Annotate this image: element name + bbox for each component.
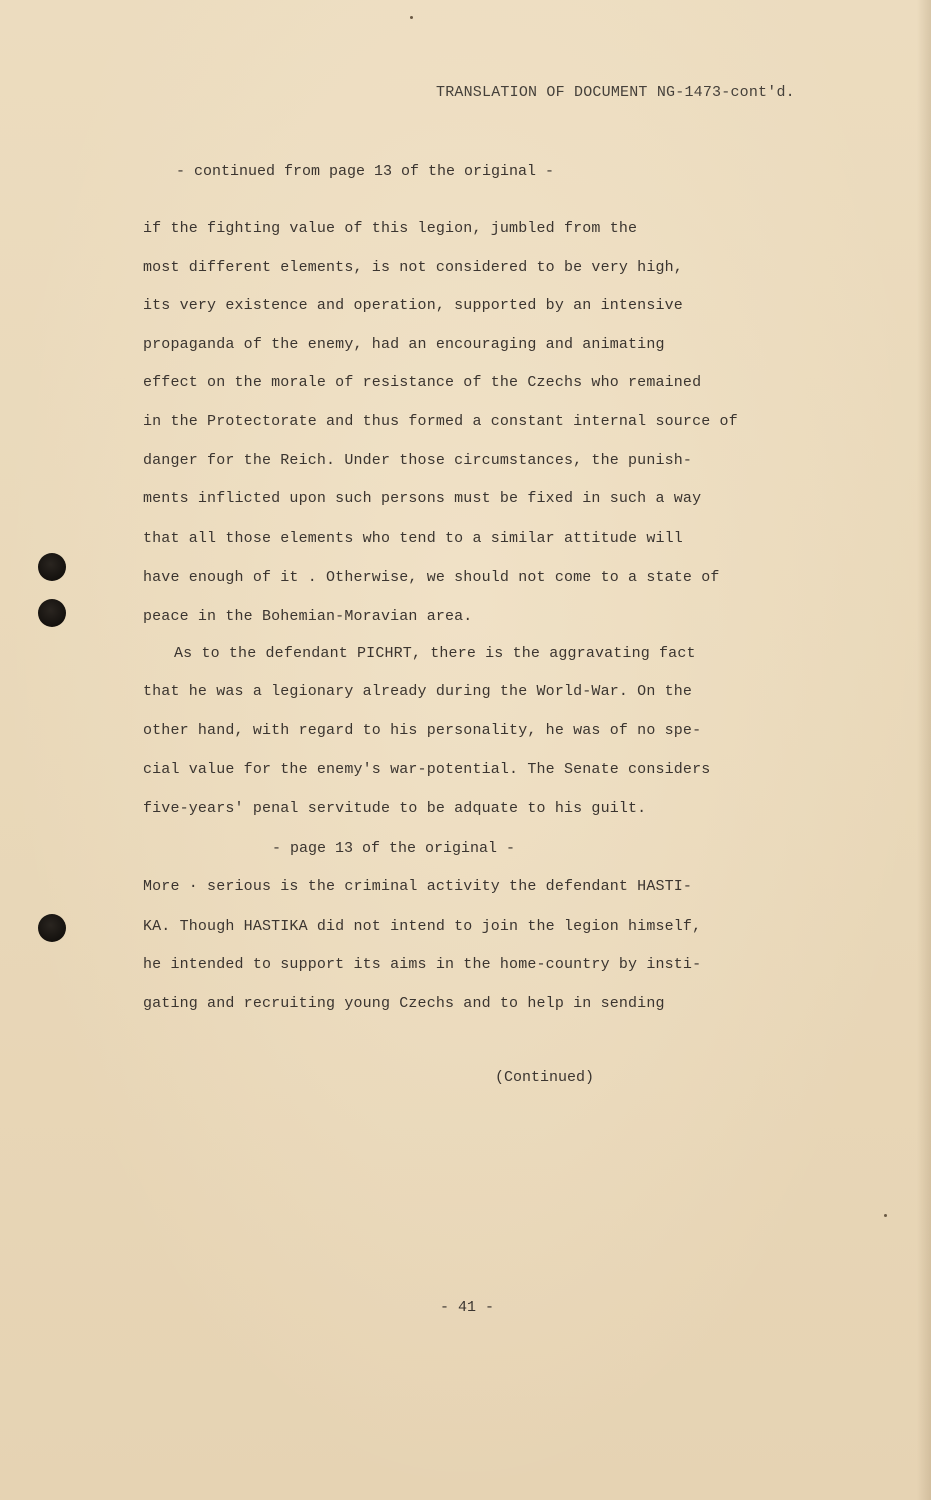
- paper-speck: [410, 16, 413, 19]
- page-number: - 41 -: [440, 1299, 495, 1316]
- text-line: effect on the morale of resistance of the Czechs who remained: [143, 374, 702, 391]
- continued-note: (Continued): [495, 1069, 595, 1086]
- page-marker: - page 13 of the original -: [272, 840, 516, 857]
- text-line: in the Protectorate and thus formed a constant internal source of: [143, 413, 738, 430]
- text-line: other hand, with regard to his personality, he was of no spe-: [143, 722, 702, 739]
- text-line: KA. Though HASTIKA did not intend to join the legion himself,: [143, 918, 702, 935]
- text-line: five-years' penal servitude to be adquate to his guilt.: [143, 800, 647, 817]
- continued-from-line: - continued from page 13 of the original -: [176, 163, 555, 180]
- text-line: most different elements, is not considered to be very high,: [143, 259, 683, 276]
- text-line: As to the defendant PICHRT, there is the aggravating fact: [174, 645, 696, 662]
- paper-speck: [884, 1214, 887, 1217]
- text-line: gating and recruiting young Czechs and to help in sending: [143, 995, 665, 1012]
- punch-hole: [38, 914, 66, 942]
- punch-hole: [38, 553, 66, 581]
- text-line: peace in the Bohemian-Moravian area.: [143, 608, 473, 625]
- text-line: More · serious is the criminal activity the defendant HASTI-: [143, 878, 693, 895]
- text-line: cial value for the enemy's war-potential. The Senate considers: [143, 761, 711, 778]
- document-header: TRANSLATION OF DOCUMENT NG-1473-cont'd.: [436, 84, 795, 101]
- text-line: danger for the Reich. Under those circumstances, the punish-: [143, 452, 693, 469]
- text-line: its very existence and operation, supported by an intensive: [143, 297, 683, 314]
- punch-hole: [38, 599, 66, 627]
- text-line: ments inflicted upon such persons must be fixed in such a way: [143, 490, 702, 507]
- page-edge-shadow: [917, 0, 931, 1500]
- text-line: that all those elements who tend to a similar attitude will: [143, 530, 683, 547]
- text-line: if the fighting value of this legion, jumbled from the: [143, 220, 638, 237]
- text-line: he intended to support its aims in the home-country by insti-: [143, 956, 702, 973]
- text-line: propaganda of the enemy, had an encouraging and animating: [143, 336, 665, 353]
- text-line: that he was a legionary already during the World-War. On the: [143, 683, 693, 700]
- text-line: have enough of it . Otherwise, we should not come to a state of: [143, 569, 720, 586]
